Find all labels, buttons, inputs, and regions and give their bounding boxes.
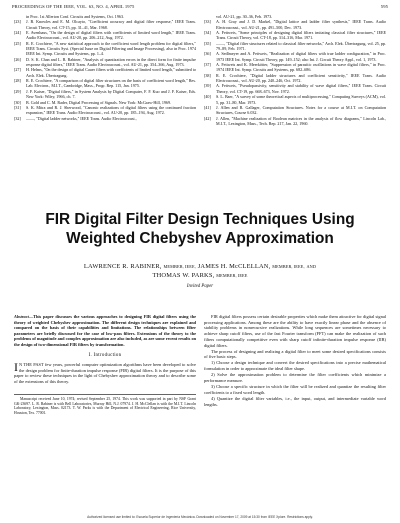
reference-entry [204,30,386,41]
reference-entry [204,105,386,116]
reference-text: B. Gold and C. M. Rader, Digital Processing of Signals. New York: McGraw-Hill, 1969. [26,99,172,105]
reference-number: [24] [14,30,21,36]
title-block [20,210,380,289]
reference-text: R. E. Crochiere, "Digital ladder structures and coefficient sensitivity," IEEE Trans. Audio Electroacoust., vol. AU-20, pp. 240–246, Oct. 1972. [216,72,386,84]
reference-entry [204,83,386,94]
reference-entry [204,116,386,127]
reference-entry [204,41,386,52]
reference-entry [204,62,386,73]
reference-text: E. Avenhaus, "On the design of digital filters with coefficients of limited word length," IEEE Trans. Audio Electroacoust., vol. AU-20, pp. 206–212, Aug. 1972. [26,30,196,41]
reference-number: [37] [204,62,211,68]
reference-number: [31] [14,104,21,110]
body-paragraph: The process of designing and realizing a digital filter to meet some desired specifications consists of five basic steps. [204,348,386,360]
body-paragraph: 2) Solve the approximation problem to determine the filter coefficients which minimize a performance measure. [204,372,386,383]
drop-cap: I [14,359,18,374]
reference-text: D. S. K. Chan and L. R. Rabiner, "Analysis of quantization errors in the direct form for finite impulse response digital filters," IEEE Trans. Audio Electroacoust., vol. AU-21, pp. 354–366, Aug. 1973. [26,56,196,68]
introduction-text: N THE PAST few years, powerful computer optimization algorithms have been developed to solve the design problem for finite-duration impulse response (FIR) digital filters. It is the purpose of this paper to review these techniques in the light of Chebyshev approximation theory and to describe some of the extensions of this theory. [14,361,196,385]
reference-text: S. L. Baer, "A survey of some theoretical aspects of multiprocessing," Computing Surveys (ACM), vol. 5, pp. 31–80, Mar. 1973. [216,94,386,105]
body-paragraph: FIR digital filters possess certain desirable properties which make them attractive for digital signal processing applications. Among these are the ability to have exactly linear phase and the absence of stability problems in nonrecursive realizations. While long sequences are sometimes necessary to achieve sharp cutoff filters, use of the fast Fourier transform (FFT) can make the realization of such filters computationally competitive even with sharp cutoff infinite-duration impulse response (IIR) digital filters. [204,314,386,348]
body-paragraph: 3) Choose a specific structure in which the filter will be realized and quantize the resulting filter coefficients to a fixed word length. [204,384,386,395]
body-right-column [204,314,386,408]
abstract-label: Abstract [14,314,29,319]
reference-entry [204,94,386,105]
reference-text: ——, "Digital filter structures related to classical filter networks," Arch. Elek. Übertragung, vol. 25, pp. 79–89, Feb. 1971. [216,40,387,52]
reference-text: A. H. Gray and J. D. Markel, "Digital lattice and ladder filter synthesis," IEEE Trans. Audio Electroacoust., vol. AU-21, pp. 491–500, Dec. 1973. [216,19,386,30]
reference-entry [204,51,386,62]
reference-entry [14,78,196,89]
author-and: AND [306,264,317,269]
reference-number: [26] [14,56,21,62]
section-heading-introduction: I. Introduction [88,353,122,359]
abstract-text: —This paper discusses the various approaches to designing FIR digital filters using the theory of weighted Chebyshev approximation. The different design techniques are explained and compared on the basis of their capabilities and limitations. The relationships between filter parameters are briefly discussed for the case of low-pass filters. Extensions of the theory to the problems of magnitude and complex approximation are also included, as are some recent results on the design of two-dimensional FIR filters by transformation. [14,314,196,347]
reference-entry [14,19,196,30]
reference-text: S. K. Mitra and R. J. Sherwood, "Canonic realizations of digital filters using the continued fraction expansion," IEEE Trans. Audio Electroacoust., vol. AU-20, pp. 185–194, Aug. 1972. [26,104,196,116]
reference-number: [32] [14,115,21,121]
reference-text: A. Fettweis, "Some principles of designing digital filters imitating classical filter structures," IEEE Trans. Circuit Theory, vol. CT-18, pp. 314–316, Mar. 1971. [216,30,386,41]
author-3: THOMAS W. PARKS, [152,272,215,279]
body-paragraph: 4) Quantize the digital filter variables, i.e., the input, output, and intermediate variable word lengths. [204,395,386,407]
reference-text: A. Fettweis, "Pseudopassivity, sensitivity and stability of wave digital filters," IEEE Trans. Circuit Theory, vol. CT-19, pp. 668–673, Nov. 1972. [216,83,386,94]
license-footer: Authorized licensed use limited to: Escuela Superior de Ingeniería Mecánica. Downloaded on November 17, 2009 at 15:30 from IEEE Xplore. Restrictions apply. [87,515,313,519]
footnote: Manuscript received June 10, 1974; revised September 25, 1974. This work was supported in part by NSF Grant GK-23697. L. R. Rabiner is with Bell Laboratories, Murray Hill, N.J. 07974. J. H. McClellan is with the M.I.T. Lincoln Laboratory, Lexington, Mass. 02173. T. W. Parks is with the Department of Electrical Engineering, Rice University, Houston, Tex. 77001. [14,394,196,416]
reference-text: A. Sedlmeyer and A. Fettweis, "Realization of digital filters with true ladder configuration," in Proc. 1973 IEEE Int. Symp. Circuit Theory, pp. 149–152; also Int. J. Circuit Theory Appl., vol. 1, 1973. [216,51,386,62]
paper-title [20,210,380,248]
references-left-column [14,14,196,121]
author-2: JAMES H. McCLELLAN, [197,263,271,270]
reference-number: [40] [204,94,211,100]
paper-title-line-1: FIR Digital Filter Design Techniques Using [45,211,355,228]
reference-number: [23] [14,19,21,25]
reference-number: [33] [204,19,211,25]
reference-number: [39] [204,83,211,89]
reference-entry [14,30,196,41]
reference-number: [29] [14,88,21,94]
body-paragraph: 1) Choose a design technique and convert the desired specifications into a precise mathematical formulation in order to approximate the ideal filter shape. [204,360,386,372]
journal-header: PROCEEDINGS OF THE IEEE, VOL. 63, NO. 4, APRIL 1975 [12,4,135,9]
reference-text: A. Fettweis and K. Meerkötter, "Suppression of parasitic oscillations in wave digital filters," in Proc. 1974 IEEE Int. Symp. Circuits and Systems, pp. 682–686. [216,62,386,73]
reference-text: in Proc. 1st Allerton Conf. Circuits and Systems, Oct. 1963. [26,14,125,19]
reference-text: R. E. Crochiere, "A comparison of digital filter structures on the basis of coefficient word length," Res. Lab. Electron., M.I.T., Cambridge, Mass., Progr. Rep. 115, Jan. 1975. [26,78,196,89]
running-header [12,4,388,12]
body-left-column [14,314,196,416]
reference-entry [14,67,196,78]
references-right-column [204,14,386,126]
introduction-paragraph [14,359,196,385]
reference-entry [14,41,196,57]
reference-number: [42] [204,115,211,121]
reference-number: [35] [204,40,211,46]
reference-number: [36] [204,51,211,57]
reference-number: [34] [204,30,211,36]
reference-text: J. Allen and R. Gallager, Computation Structures. Notes for a course at M.I.T. on Computation Structures, Course 6.032. [216,104,386,116]
reference-number: [28] [14,78,21,84]
reference-number: [30] [14,99,21,105]
reference-entry [14,57,196,68]
reference-text: J. F. Kaiser, "Digital filters," in System Analysis by Digital Computer, F. F. Kuo and J. F. Kaiser, Eds. New York: Wiley, 1966, ch. 7. [26,88,196,100]
reference-text: vol. AU-21, pp. 30–36, Feb. 1973. [216,14,273,19]
reference-text: J. Allen, "Machine realization of Boolean matrices in the analysis of flow diagrams," Lincoln Lab., M.I.T., Lexington, Mass., Tech. Rep. 217, Jan. 22, 1960. [216,115,386,126]
reference-text: R. E. Crochiere, "A new statistical approach to the coefficient word length problem for digital filters," IEEE Trans. Circuits Syst. (Special Issue on Digital Filtering and Image Processing), also in Proc. 1974 IEEE Int. Symp. Circuits and Systems, pp. 1–4. [26,40,196,57]
invited-paper-label: Invited Paper [186,284,214,289]
author-1-membership: MEMBER, IEEE, [163,264,196,269]
reference-entry [204,73,386,84]
reference-entry [14,89,196,100]
author-3-membership: MEMBER, IEEE [216,273,248,278]
abstract [14,314,196,347]
page-number: 595 [380,4,388,9]
reference-number: [41] [204,104,211,110]
author-1: LAWRENCE R. RABINER, [83,263,162,270]
reference-number: [25] [14,40,21,46]
reference-number: [27] [14,67,21,73]
author-list [20,262,380,280]
paper-title-line-2: Weighted Chebyshev Approximation [66,230,334,247]
reference-entry [14,105,196,116]
reference-number: [38] [204,72,211,78]
author-2-membership: MEMBER, IEEE, [272,264,305,269]
reference-text: H. Helms, "On the design of digital Cauer filters with coefficients of limited word length," submitted to Arch. Elek. Übertragung. [26,67,196,78]
reference-entry [14,116,196,121]
reference-text: J. B. Knowles and E. M. Olcayto, "Coefficient accuracy and digital filter response," IEEE Trans. Circuit Theory, vol. CT-15, pp. 31–41, Mar. 1968. [26,19,196,30]
reference-entry [204,19,386,30]
reference-text: ——, "Digital ladder networks," IEEE Trans. Audio Electroacoust., [26,115,137,121]
